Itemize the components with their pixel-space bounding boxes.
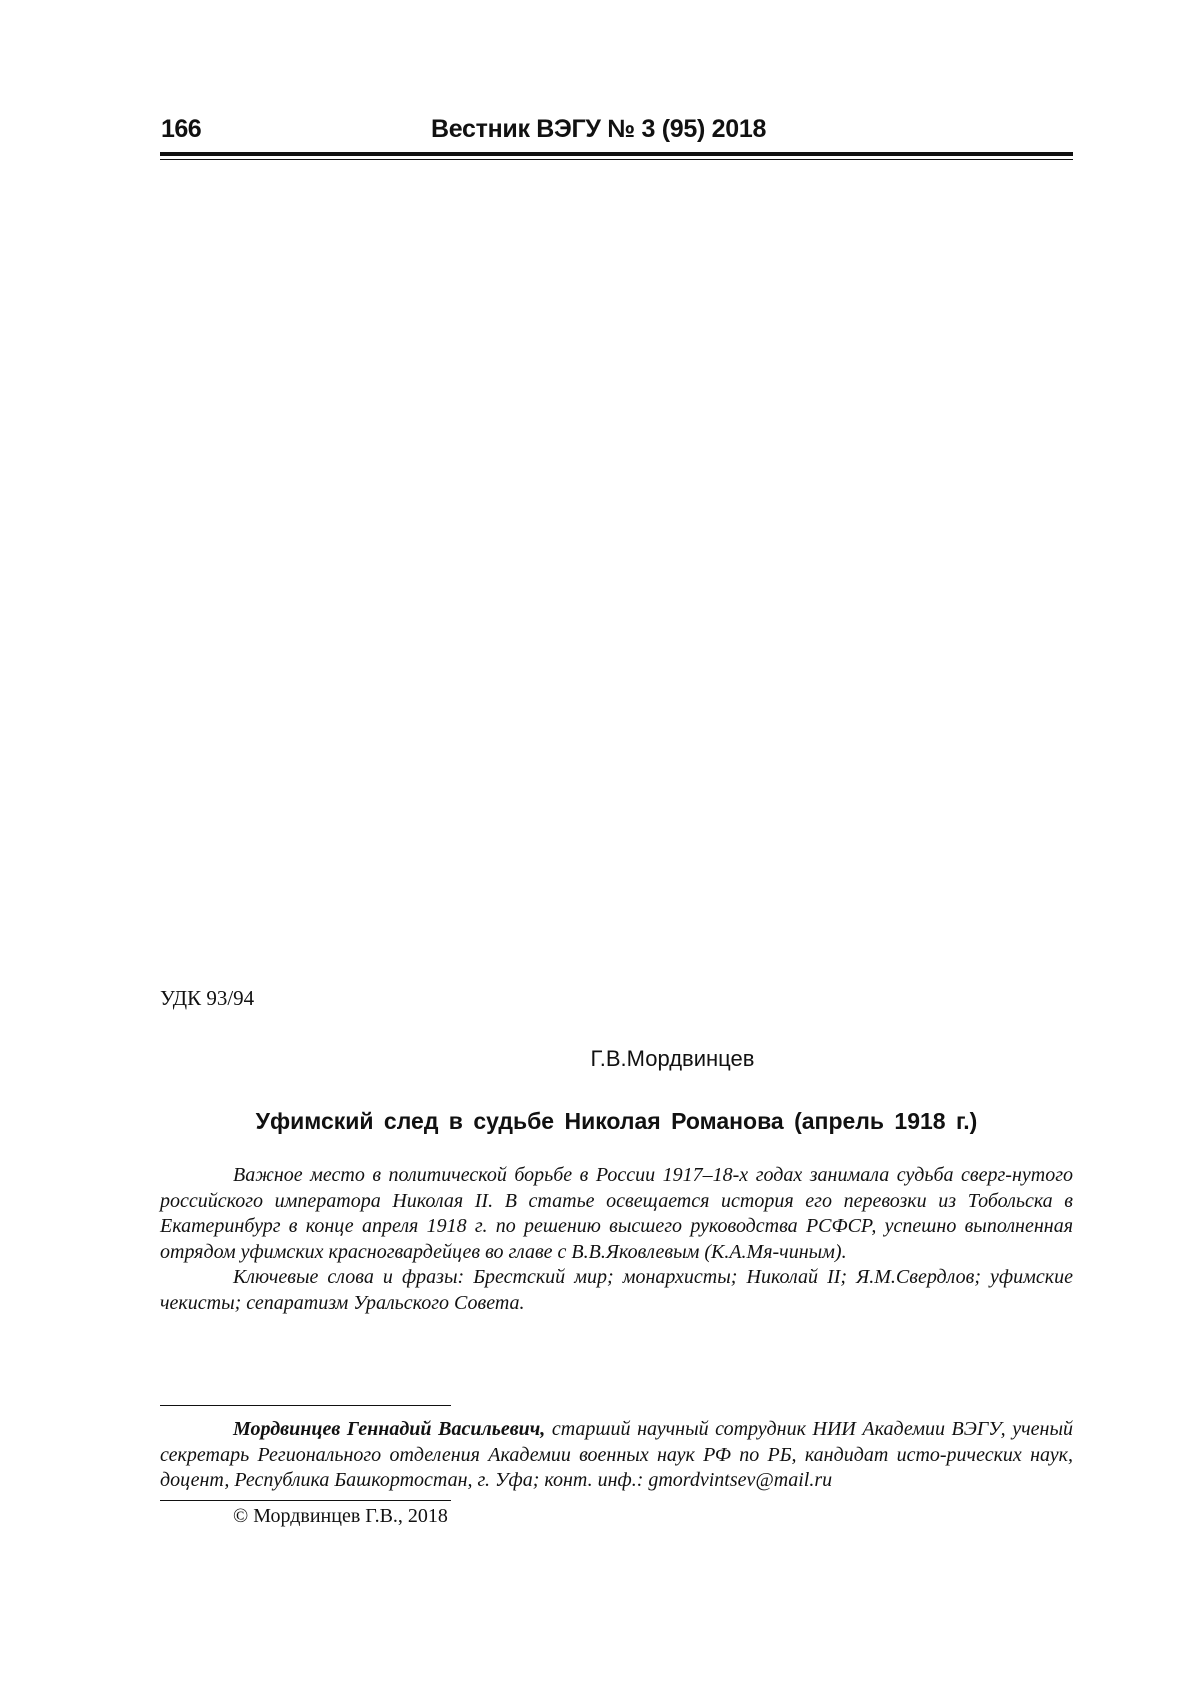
abstract-text: Важное место в политической борьбе в России 1917–18-х годах занимала судьба сверг-нутого российского императора Николая II. В статье освещается история его перевозки из Тобольска в Екатеринбург в конце апреля 1918 г. по решению высшего руководства РСФСР, успешно выполненная отрядом уфимских красногвардейцев во главе с В.В.Яковлевым (К.А.Мя-чиным). (160, 1164, 1073, 1263)
author-info-name: Мордвинцев Геннадий Васильевич, (233, 1418, 546, 1440)
author-info-details: старший научный сотрудник НИИ Академии ВЭГУ, ученый секретарь Регионального отделения Академии военных наук РФ по РБ, кандидат исто-рических наук, доцент, Республика Башкортостан, г. Уфа; конт. инф.: gmordvintsev@mail.ru (160, 1418, 1073, 1491)
header-rule (160, 152, 1073, 156)
journal-title: Вестник ВЭГУ № 3 (95) 2018 (431, 115, 767, 143)
keywords-text: Ключевые слова и фразы: Брестский мир; монархисты; Николай II; Я.М.Свердлов; уфимские чекисты; сепаратизм Уральского Совета. (160, 1266, 1073, 1314)
copyright-notice: © Мордвинцев Г.В., 2018 (233, 1505, 448, 1527)
article-author: Г.В.Мордвинцев (590, 1046, 755, 1071)
udk-code: УДК 93/94 (160, 986, 255, 1010)
footnote-rule (160, 1405, 451, 1406)
abstract-block (160, 1163, 1073, 1316)
author-info (160, 1417, 1073, 1494)
page-number: 166 (161, 115, 202, 143)
article-title: Уфимский след в судьбе Николая Романова (апрель 1918 г.) (255, 1108, 978, 1134)
copyright-rule (160, 1500, 451, 1501)
header-rule-thin (160, 159, 1073, 160)
